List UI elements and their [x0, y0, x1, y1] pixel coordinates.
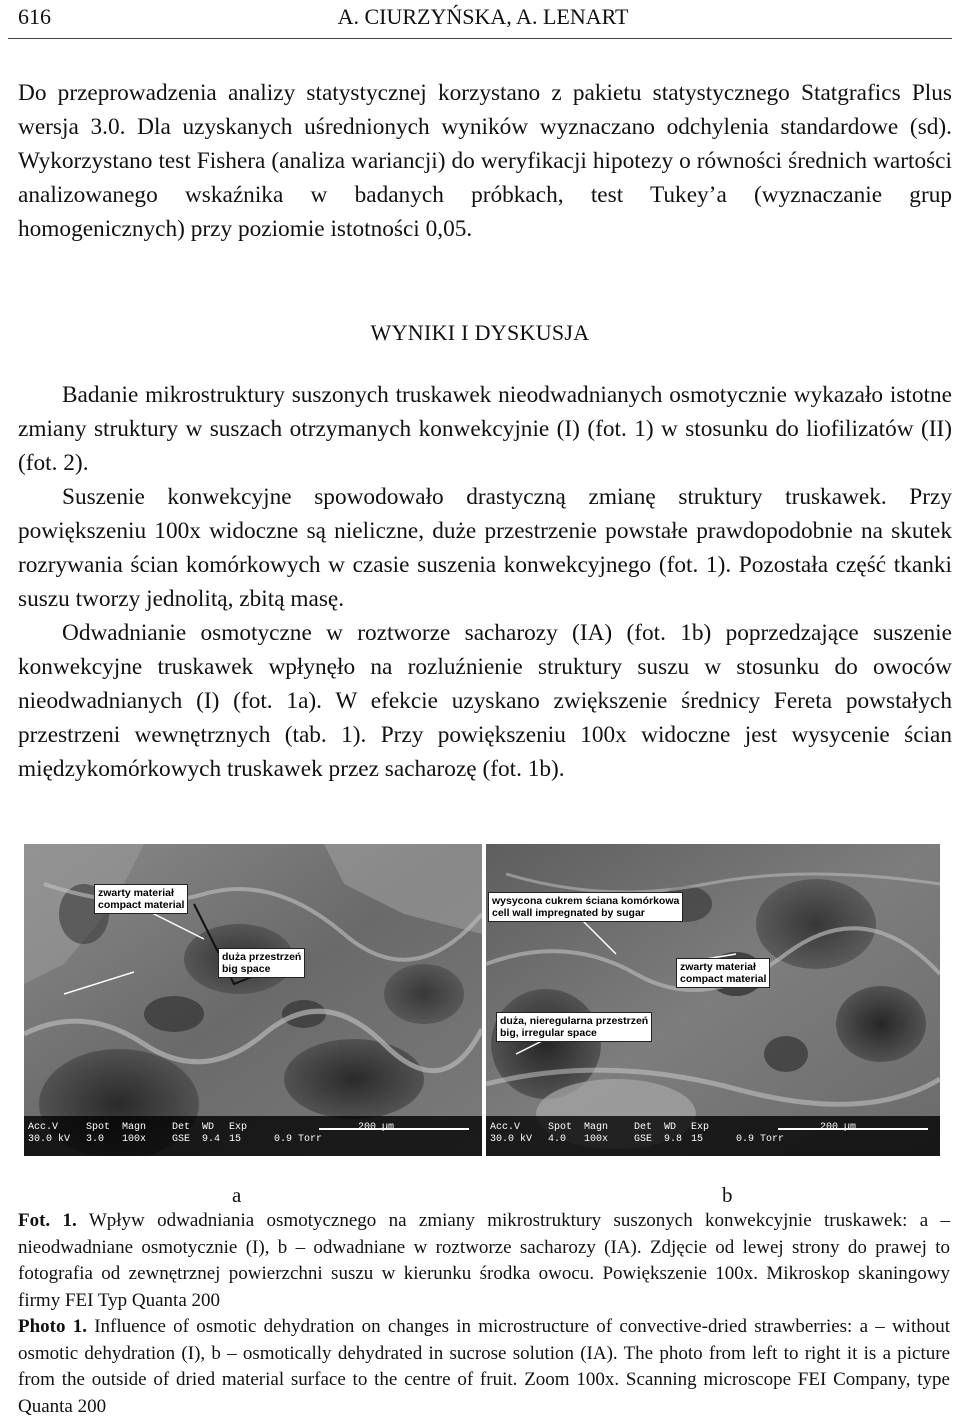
scale-tag-b: 0.9 Torr [736, 1134, 785, 1145]
callout-compact-material: zwarty materiał compact material [94, 884, 188, 914]
photo-label-b: b [722, 1183, 733, 1207]
caption-polish-text: Wpływ odwadniania osmotycznego na zmiany mikrostruktury suszonych konwekcyjnie truskawek: a – nieodwadniane osmotycznie (I), b – odwadniane w roztworze sacharozy (IA). Zdjęcie od lewej strony do prawej to fotografia od zewnętrznej powierzchni suszu w kierunku środka owocu. Powiększenie 100x. Mikroskop skaningowy firmy FEI Typ Quanta 200 [18, 1210, 950, 1311]
callout-big-space: duża przestrzeń big space [218, 948, 305, 978]
caption-english [18, 1314, 950, 1420]
header-rule [8, 38, 952, 39]
callout-irregular-space: duża, nieregularna przestrzeń big, irregular space [496, 1012, 652, 1042]
photo-label-a: a [232, 1183, 242, 1207]
page-number: 616 [18, 4, 51, 29]
scale-tag-a: 0.9 Torr [274, 1134, 323, 1145]
callout-compact-material-b: zwarty materiał compact material [676, 958, 770, 988]
intro-paragraph-text: Do przeprowadzenia analizy statystycznej korzystano z pakietu statystycznego Statgrafics Plus wersja 3.0. Dla uzyskanych uśrednionych wyników wyznaczano odchylenia standardowe (sd). Wykorzystano test Fishera (analiza wariancji) do weryfikacji hipotezy o równości średnich wartości analizowanego wskaźnika w badanych próbkach, test Tukey’a (wyznaczanie grup homogenicznych) przy poziomie istotności 0,05. [18, 80, 952, 242]
scale-bar-b: Acc.V 30.0 kV Spot 4.0 Magn 100x Det GSE WD 9.8 Exp 15 0.9 Torr [486, 1116, 940, 1156]
caption-english-label: Photo 1. [18, 1316, 87, 1337]
running-head-authors: A. CIURZYŃSKA, A. LENART [337, 4, 629, 29]
results-paragraph-2: Suszenie konwekcyjne spowodowało drastyczną zmianę struktury truskawek. Przy powiększeniu 100x widoczne są nieliczne, duże przestrzenie powstałe prawdopodobnie na skutek rozrywania ścian komórkowych w czasie suszenia konwekcyjnego (fot. 1). Pozostała część tkanki suszu tworzy jednolitą, zbitą masę. [18, 484, 952, 612]
results-paragraph-1: Badanie mikrostruktury suszonych truskawek nieodwadnianych osmotycznie wykazało istotne zmiany struktury w suszach otrzymanych konwekcyjnie (I) (fot. 1) w stosunku do liofilizatów (II) (fot. 2). [18, 382, 952, 476]
section-heading: WYNIKI I DYSKUSJA [370, 320, 590, 345]
intro-paragraph [18, 76, 952, 246]
scale-bar-a: Acc.V 30.0 kV Spot 3.0 Magn 100x Det GSE WD 9.4 Exp 15 0.9 Torr [24, 1116, 482, 1156]
results-section [18, 378, 952, 786]
running-header [18, 4, 948, 32]
micrograph-b-texture [486, 844, 940, 1156]
caption-english-text: Influence of osmotic dehydration on changes in microstructure of convective-dried strawberries: a – without osmotic dehydration (I), b – osmotically dehydrated in sucrose solution (IA). The photo from left to right it is a picture from the outside of dried material surface to the centre of fruit. Zoom 100x. Scanning microscope FEI Company, type Quanta 200 [18, 1316, 951, 1417]
results-paragraph-3: Odwadnianie osmotyczne w roztworze sacharozy (IA) (fot. 1b) poprzedzające suszenie konwekcyjne truskawek wpłynęło na rozluźnienie struktury suszu w stosunku do owoców nieodwadnianych (I) (fot. 1a). W efekcie uzyskano zwiększenie średnicy Fereta powstałych przestrzeni wewnętrznych (tab. 1). Przy powiększeniu 100x widoczne jest wysycenie ścian międzykomórkowych truskawek przez sacharozę (fot. 1b). [18, 620, 952, 782]
callout-cell-wall-impregnated: wysycona cukrem ściana komórkowa cell wall impregnated by sugar [488, 892, 683, 922]
micrograph-a-texture [24, 844, 482, 1156]
caption-polish-label: Fot. 1. [18, 1210, 77, 1231]
micrograph-b [486, 844, 940, 1156]
scale-line-a [319, 1128, 469, 1130]
micrograph-a [24, 844, 482, 1156]
scale-line-b [778, 1128, 928, 1130]
caption-polish [18, 1208, 950, 1314]
